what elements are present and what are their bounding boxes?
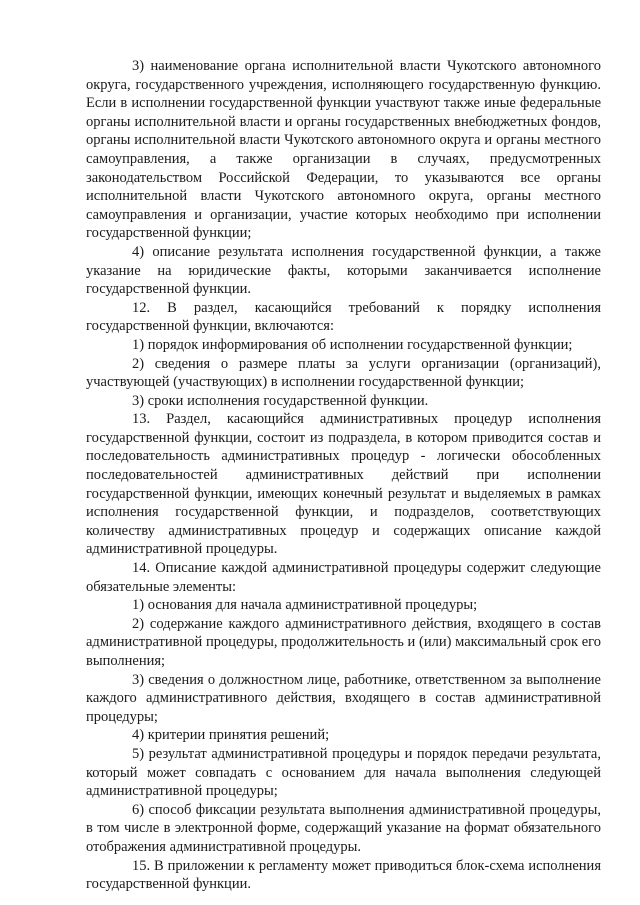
paragraph-14-item-6: 6) способ фиксации результата выполнения административной процедуры, в том числе в электронной форме, содержащий указание на формат обязательного отображения административной процедуры. [86,801,601,855]
paragraph-12-item-2: 2) сведения о размере платы за услуги организации (организаций), участвующей (участвующих) в исполнении государственной функции; [86,355,601,391]
paragraph-14-item-3: 3) сведения о должностном лице, работнике, ответственном за выполнение каждого административного действия, входящего в состав административной процедуры; [86,671,601,725]
paragraph-section-12: 12. В раздел, касающийся требований к порядку исполнения государственной функции, включаются: [86,299,601,335]
document-page [86,57,601,894]
paragraph-14-item-1: 1) основания для начала административной процедуры; [132,597,478,614]
paragraph-section-15: 15. В приложении к регламенту может приводиться блок-схема исполнения государственной функции. [86,857,601,893]
paragraph-14-item-4: 4) критерии принятия решений; [132,727,330,744]
paragraph-12-item-3: 3) сроки исполнения государственной функции. [132,392,429,409]
paragraph-12-item-1: 1) порядок информирования об исполнении государственной функции; [132,336,573,353]
paragraph-item-4-result-description: 4) описание результата исполнения государственной функции, а также указание на юридические факты, которыми заканчивается исполнение государственной функции. [86,243,601,298]
paragraph-14-item-5: 5) результат административной процедуры и порядок передачи результата, который может совпадать с основанием для начала выполнения следующей административной процедуры; [86,745,601,800]
paragraph-14-item-2: 2) содержание каждого административного действия, входящего в состав административной процедуры, продолжительность и (или) максимальный срок его выполнения; [86,615,601,669]
paragraph-section-14: 14. Описание каждой административной процедуры содержит следующие обязательные элементы: [86,560,601,595]
paragraph-section-13: 13. Раздел, касающийся административных процедур исполнения государственной функции, состоит из подраздела, в котором приводится состав и последовательность административных процедур - логически обособленных последовательностей административных действий при исполнении государственной функции, имеющих конечный результат и выделяемых в рамках исполнения государственной функции, и подразделов, соответствующих количеству административных процедур и содержащих описание каждой административной процедуры. [86,411,601,558]
paragraph-item-3-executing-body: 3) наименование органа исполнительной власти Чукотского автономного округа, государственного учреждения, исполняющего государственную функцию. Если в исполнении государственной функции участвуют также иные федеральные органы исполнительной власти и органы государственных внебюджетных фондов, органы исполнительной власти Чукотского автономного округа и органы местного самоуправления, а также организации в случаях, предусмотренных законодательством Российской Федерации, то указываются все органы исполнительной власти Чукотского автономного округа, органы местного самоуправления и организации, участие которых необходимо при исполнении государственной функции; [86,58,601,242]
